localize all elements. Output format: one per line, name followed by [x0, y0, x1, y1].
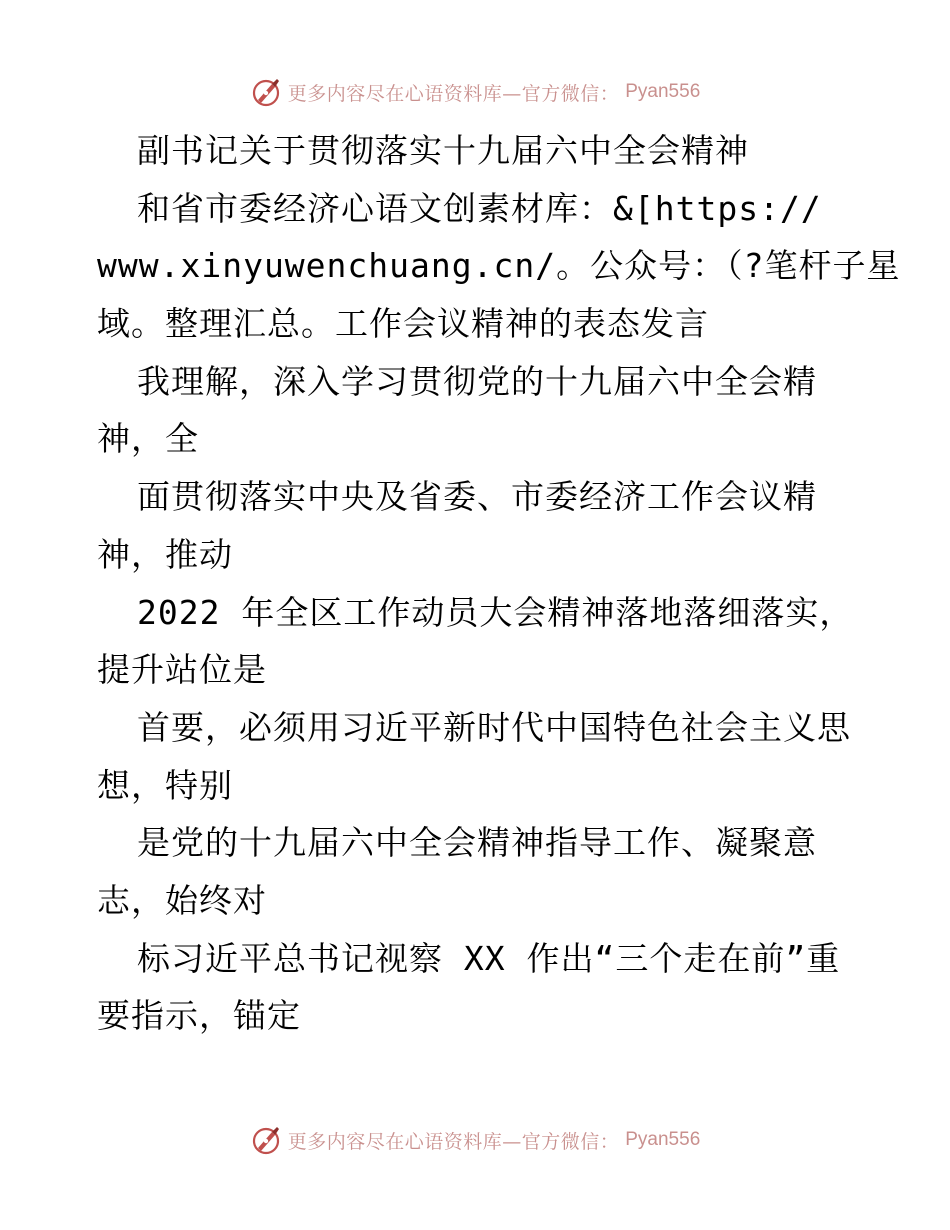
document-body — [97, 122, 901, 1045]
text-line: www.xinyuwenchuang.cn/。公众号：（?笔杆子星 — [97, 246, 901, 286]
footer-banner — [0, 1120, 950, 1160]
text-line: 域。整理汇总。工作会议精神的表态发言 — [97, 304, 709, 344]
banner-text: 更多内容尽在心语资料库—官方微信： — [287, 1130, 620, 1153]
text-line: 想，特别 — [97, 765, 233, 805]
banner-text: 更多内容尽在心语资料库—官方微信： — [287, 82, 620, 105]
text-line: 和省市委经济心语文创素材库：&[https:// — [137, 188, 822, 228]
text-line: 神，推动 — [97, 534, 233, 574]
text-line: 要指示，锚定 — [97, 996, 301, 1036]
text-line: 2022 年全区工作动员大会精神落地落细落实， — [137, 592, 854, 632]
text-line: 面贯彻落实中央及省委、市委经济工作会议精 — [137, 477, 817, 517]
text-line: 是党的十九届六中全会精神指导工作、凝聚意 — [137, 823, 817, 863]
header-banner — [0, 72, 950, 112]
text-line: 标习近平总书记视察 XX 作出“三个走在前”重 — [137, 938, 841, 978]
quill-pen-logo-icon — [250, 1124, 282, 1156]
text-line: 我理解，深入学习贯彻党的十九届六中全会精 — [137, 361, 817, 401]
text-line: 副书记关于贯彻落实十九届六中全会精神 — [137, 131, 749, 170]
text-line: 神，全 — [97, 419, 199, 459]
text-line: 志，始终对 — [97, 880, 267, 920]
text-line: 首要，必须用习近平新时代中国特色社会主义思 — [137, 707, 851, 747]
text-line: 提升站位是 — [97, 650, 267, 690]
banner-wechat-id: Pyan556 — [625, 81, 701, 102]
banner-wechat-id: Pyan556 — [625, 1129, 701, 1150]
quill-pen-logo-icon — [250, 76, 282, 108]
